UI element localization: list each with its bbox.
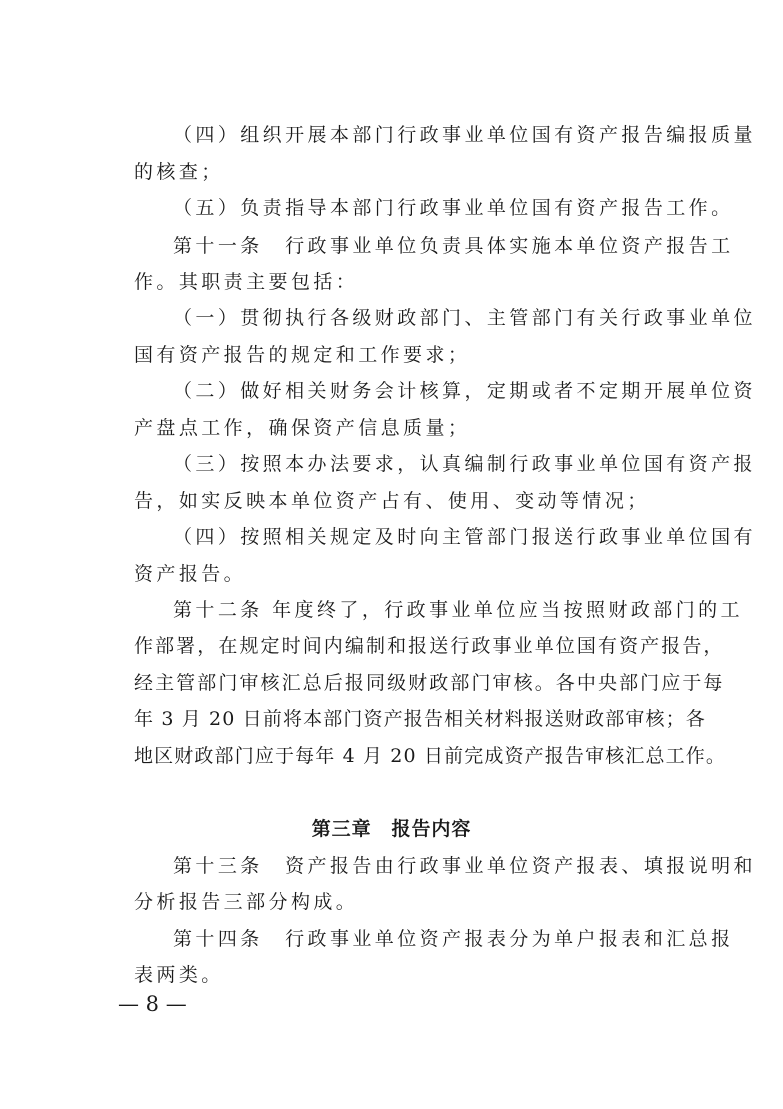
chapter-heading: 第三章 报告内容: [311, 818, 472, 840]
paragraph-line: （三）按照本办法要求，认真编制行政事业单位国有资产报: [173, 453, 756, 475]
article-line: 第十二条 年度终了，行政事业单位应当按照财政部门的工: [173, 599, 743, 621]
article-line: 第十一条 行政事业单位负责具体实施本单位资产报告工: [173, 235, 734, 257]
paragraph-line: （四）组织开展本部门行政事业单位国有资产报告编报质量: [173, 124, 756, 146]
paragraph-line: （四）按照相关规定及时向主管部门报送行政事业单位国有: [173, 526, 756, 548]
paragraph-line: 年 3 月 20 日前将本部门资产报告相关材料报送财政部审核；各: [134, 708, 706, 730]
paragraph-line: 的核查；: [134, 161, 224, 183]
paragraph-line: 经主管部门审核汇总后报同级财政部门审核。各中央部门应于每: [134, 672, 725, 694]
paragraph-line: 表两类。: [134, 964, 224, 986]
paragraph-line: 国有资产报告的规定和工作要求；: [134, 344, 471, 366]
paragraph-line: 作部署，在规定时间内编制和报送行政事业单位国有资产报告，: [134, 635, 725, 657]
paragraph-line: （二）做好相关财务会计核算，定期或者不定期开展单位资: [173, 380, 756, 402]
page-number: — 8 —: [118, 992, 187, 1016]
paragraph-line: 产盘点工作，确保资产信息质量；: [134, 417, 471, 439]
paragraph-line: （五）负责指导本部门行政事业单位国有资产报告工作。: [173, 197, 734, 219]
paragraph-line: （一）贯彻执行各级财政部门、主管部门有关行政事业单位: [173, 307, 756, 329]
paragraph-line: 分析报告三部分构成。: [134, 891, 359, 913]
paragraph-line: 作。其职责主要包括：: [134, 271, 359, 293]
article-line: 第十四条 行政事业单位资产报表分为单户报表和汇总报: [173, 928, 734, 950]
paragraph-line: 资产报告。: [134, 563, 247, 585]
article-line: 第十三条 资产报告由行政事业单位资产报表、填报说明和: [173, 855, 756, 877]
paragraph-line: 地区财政部门应于每年 4 月 20 日前完成资产报告审核汇总工作。: [134, 745, 727, 767]
paragraph-line: 告，如实反映本单位资产占有、使用、变动等情况；: [134, 490, 650, 512]
